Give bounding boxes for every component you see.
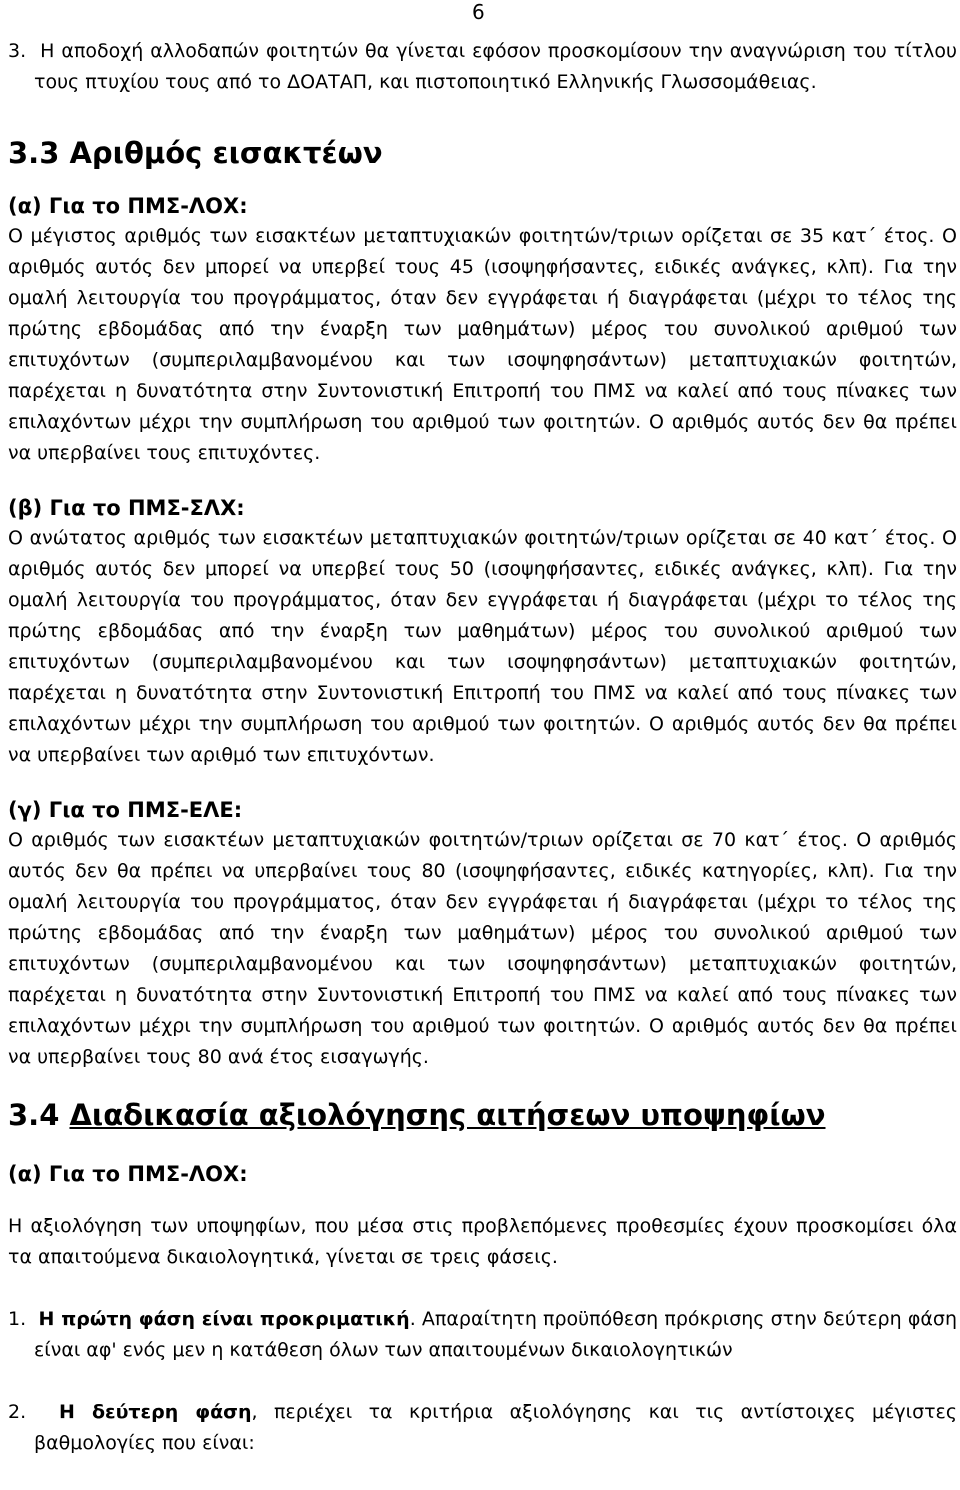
paragraph: Ο μέγιστος αριθμός των εισακτέων μεταπτυχιακών φοιτητών/τριων ορίζεται σε 35 κατ΄ έτος. Ο αριθμός αυτός δεν μπορεί να υπερβεί τους 45 (ισοψηφήσαντες, ειδικές ανάγκες, κλπ). Για την ομαλή λειτουργία του προγράμματος, όταν δεν εγγράφεται ή διαγράφεται (μέχρι το τέλος της πρώτης εβδομάδας από την έναρξη των μαθημάτων) μέρος του συνολικού αριθμού των επιτυχόντων (συμπεριλαμβανομένου και των ισοψηφησάντων) μεταπτυχιακών φοιτητών, παρέχεται η δυνατότητα στην Συντονιστική Επιτροπή του ΠΜΣ να καλεί από τους πίνακες των επιλαχόντων μέχρι την συμπλήρωση του αριθμού των φοιτητών. Ο αριθμός αυτός δεν θα πρέπει να υπερβαίνει τους επιτυχόντες. [8, 225, 957, 464]
section-number: 3.4 [8, 1098, 70, 1132]
list-text: Η αποδοχή αλλοδαπών φοιτητών θα γίνεται εφόσον προσκομίσουν την αναγνώριση του τίτλου τους πτυχίου τους από το ΔΟΑΤΑΠ, και πιστοποιητικό Ελληνικής Γλωσσομάθειας. [34, 40, 957, 93]
list-number: 3. [8, 40, 27, 62]
list-item-1 [8, 1304, 957, 1366]
subsection-title: (β) Για το ΠΜΣ-ΣΛΧ: [8, 496, 245, 520]
list-item-3 [8, 36, 957, 98]
paragraph: Η αξιολόγηση των υποψηφίων, που μέσα στις προβλεπόμενες προθεσμίες έχουν προσκομίσει όλα τα απαιτούμενα δικαιολογητικά, γίνεται σε τρεις φάσεις. [8, 1215, 957, 1268]
subsection-c [8, 794, 957, 1073]
list-number: 1. [8, 1308, 27, 1330]
paragraph: Ο αριθμός των εισακτέων μεταπτυχιακών φοιτητών/τριων ορίζεται σε 70 κατ΄ έτος. Ο αριθμός αυτός δεν θα πρέπει να υπερβαίνει τους 80 (ισοψηφήσαντες, ειδικές κατηγορίες, κλπ). Για την ομαλή λειτουργία του προγράμματος, όταν δεν εγγράφεται ή διαγράφεται (μέχρι το τέλος της πρώτης εβδομάδας από την έναρξη των μαθημάτων) μέρος του συνολικού αριθμού των επιτυχόντων (συμπεριλαμβανομένου και των ισοψηφησάντων) μεταπτυχιακών φοιτητών, παρέχεται η δυνατότητα στην Συντονιστική Επιτροπή του ΠΜΣ να καλεί από τους πίνακες των επιλαχόντων μέχρι την συμπλήρωση του αριθμού των φοιτητών. Ο αριθμός αυτός δεν θα πρέπει να υπερβαίνει τους 80 ανά έτος εισαγωγής. [8, 829, 957, 1068]
list-text: , περιέχει τα κριτήρια αξιολόγησης και τις αντίστοιχες μέγιστες βαθμολογίες που είναι: [34, 1401, 957, 1454]
section-heading-3-4 [8, 1096, 957, 1134]
subsection-b [8, 492, 957, 771]
paragraph: Ο ανώτατος αριθμός των εισακτέων μεταπτυχιακών φοιτητών/τριων ορίζεται σε 40 κατ΄ έτος. Ο αριθμός αυτός δεν μπορεί να υπερβεί τους 50 (ισοψηφήσαντες, ειδικές ανάγκες, κλπ). Για την ομαλή λειτουργία του προγράμματος, όταν δεν εγγράφεται ή διαγράφεται (μέχρι το τέλος της πρώτης εβδομάδας από την έναρξη των μαθημάτων) μέρος του συνολικού αριθμού των επιτυχόντων (συμπεριλαμβανομένου και των ισοψηφησάντων) μεταπτυχιακών φοιτητών, παρέχεται η δυνατότητα στην Συντονιστική Επιτροπή του ΠΜΣ να καλεί από τους πίνακες των επιλαχόντων μέχρι την συμπλήρωση του αριθμού των φοιτητών. Ο αριθμός αυτός δεν θα πρέπει να υπερβαίνει των αριθμό των επιτυχόντων. [8, 527, 957, 766]
list-number: 2. [8, 1401, 27, 1423]
list-bold-text: Η δεύτερη φάση [59, 1401, 252, 1423]
subsection-title: (α) Για το ΠΜΣ-ΛΟΧ: [8, 1162, 248, 1186]
subsection-title: (α) Για το ΠΜΣ-ΛΟΧ: [8, 194, 248, 218]
list-item-2 [8, 1397, 957, 1459]
list-text: . Απαραίτητη προϋπόθεση πρόκρισης στην δεύτερη φάση είναι αφ' ενός μεν η κατάθεση όλων των απαιτουμένων δικαιολογητικών [34, 1308, 957, 1361]
page-number: 6 [472, 0, 485, 24]
list-bold-text: Η πρώτη φάση είναι προκριματική [38, 1308, 410, 1330]
section-heading-3-3: 3.3 Αριθμός εισακτέων [8, 136, 383, 170]
section-title: Διαδικασία αξιολόγησης αιτήσεων υποψηφίων [69, 1098, 826, 1132]
document-body [8, 36, 957, 1490]
subsection-a [8, 190, 957, 469]
subsection-title: (γ) Για το ΠΜΣ-ΕΛΕ: [8, 798, 243, 822]
